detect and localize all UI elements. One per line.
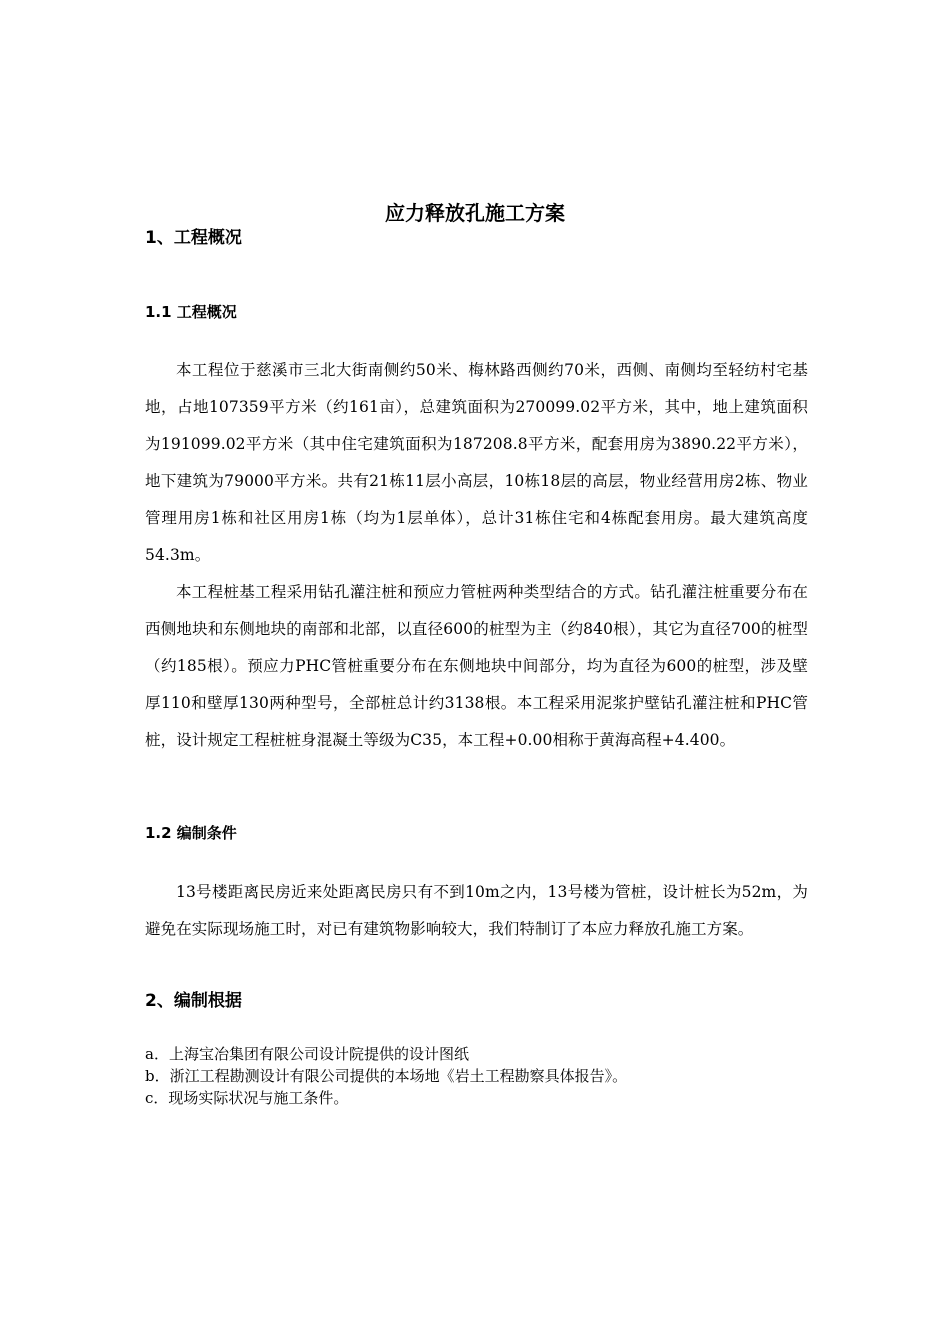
section-2-heading: 2、编制根据 <box>145 991 242 1011</box>
paragraph-project-overview: 本工程位于慈溪市三北大街南侧约50米、梅林路西侧约70米，西侧、南侧均至轻纺村宅基地，占地107359平方米（约161亩），总建筑面积为270099.02平方米，其中，地上建筑面积为191099.02平方米（其中住宅建筑面积为187208.8平方米，配套用房为3890.22平方米），地下建筑为79000平方米。共有21栋11层小高层，10栋18层的高层，物业经营用房2栋、物业管理用房1栋和社区用房1栋（均为1层单体），总计31栋住宅和4栋配套用房。最大建筑高度54.3m。 <box>145 361 808 564</box>
section-1-heading: 1、工程概况 <box>145 228 242 248</box>
basis-item-c: c．现场实际状况与施工条件。 <box>145 1089 349 1107</box>
basis-item-b: b．浙江工程勘测设计有限公司提供的本场地《岩土工程勘察具体报告》。 <box>145 1067 628 1085</box>
basis-list <box>145 1043 808 1109</box>
document-title: 应力释放孔施工方案 <box>385 201 565 225</box>
basis-item-a: a．上海宝冶集团有限公司设计院提供的设计图纸 <box>145 1045 469 1063</box>
section-1-2-heading: 1.2 编制条件 <box>145 824 237 842</box>
paragraph-pile-foundation: 本工程桩基工程采用钻孔灌注桩和预应力管桩两种类型结合的方式。钻孔灌注桩重要分布在西侧地块和东侧地块的南部和北部，以直径600的桩型为主（约840根），其它为直径700的桩型（约185根）。预应力PHC管桩重要分布在东侧地块中间部分，均为直径为600的桩型，涉及壁厚110和壁厚130两种型号，全部桩总计约3138根。本工程采用泥浆护壁钻孔灌注桩和PHC管桩，设计规定工程桩桩身混凝土等级为C35，本工程+0.00相称于黄海高程+4.400。 <box>145 583 808 749</box>
paragraph-preparation-conditions: 13号楼距离民房近来处距离民房只有不到10m之内，13号楼为管桩，设计桩长为52m，为避免在实际现场施工时，对已有建筑物影响较大，我们特制订了本应力释放孔施工方案。 <box>145 883 808 938</box>
section-1-1-heading: 1.1 工程概况 <box>145 303 237 321</box>
